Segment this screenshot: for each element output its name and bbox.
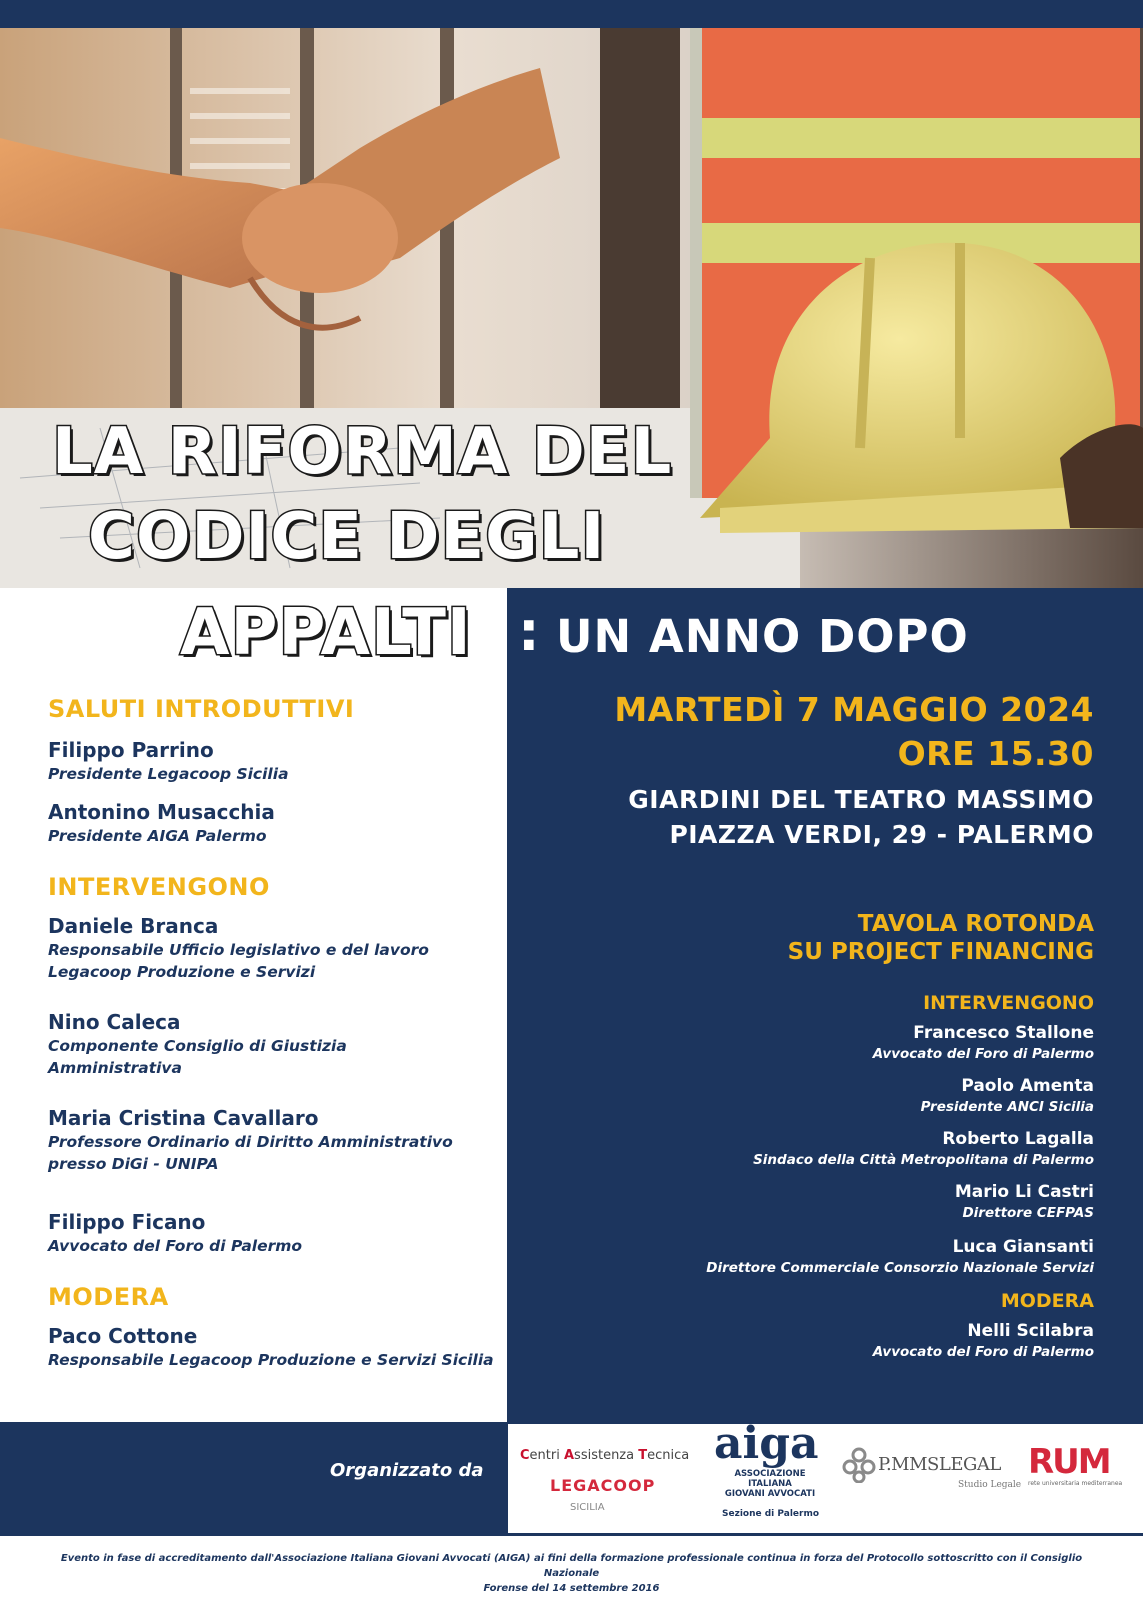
speaker-role: Direttore Commerciale Consorzio Nazionale Servizi (706, 1260, 1094, 1276)
round-table-title: TAVOLA ROTONDA (857, 911, 1094, 937)
top-bar (0, 0, 1143, 28)
speaker-name: Filippo Parrino (48, 738, 214, 762)
speaker-name: Roberto Lagalla (942, 1129, 1094, 1149)
speaker-entry (48, 737, 498, 785)
sponsor-logos (508, 1418, 1143, 1533)
legacoop-logo: LEGACOOP (550, 1476, 656, 1495)
speaker-name: Daniele Branca (48, 914, 219, 938)
speaker-role: Professore Ordinario di Diritto Amministrativo (48, 1133, 453, 1151)
title-colon: : (518, 600, 540, 663)
speaker-role: presso DiGi - UNIPA (48, 1155, 219, 1173)
speaker-name: Luca Giansanti (952, 1237, 1094, 1257)
moderator-role: Responsabile Legacoop Produzione e Servizi Sicilia (48, 1351, 494, 1369)
speaker-role: Presidente Legacoop Sicilia (48, 765, 289, 783)
accreditation-note: Evento in fase di accreditamento dall'Associazione Italiana Giovani Avvocati (AIGA) ai fini della formazione professionale continua in forza del Protocollo sottoscritto con il Consiglio Nazionale Forense del 14 settembre 2016 (60, 1553, 1083, 1594)
moderator-name: Paco Cottone (48, 1324, 198, 1348)
speaker-entry (48, 1209, 498, 1257)
speaker-entry (48, 913, 498, 983)
speaker-role: Componente Consiglio di Giustizia (48, 1037, 347, 1055)
speaker-role: Avvocato del Foro di Palermo (48, 1237, 303, 1255)
round-table-subtitle: SU PROJECT FINANCING (787, 939, 1094, 965)
rum-subtitle: rete universitaria mediterranea (1028, 1480, 1123, 1487)
speaker-role: Direttore CEFPAS (962, 1205, 1094, 1221)
speaker-role: Sindaco della Città Metropolitana di Palermo (753, 1152, 1094, 1168)
pmms-legal-logo: P.MMSLEGAL (878, 1454, 1001, 1475)
modera-heading: MODERA (48, 1283, 169, 1311)
title-line-3: APPALTI (180, 596, 472, 670)
speaker-role: Presidente AIGA Palermo (48, 827, 267, 845)
moderator-entry (48, 1323, 498, 1371)
pmms-legal-subtitle: Studio Legale (958, 1480, 1022, 1490)
speaker-entry (534, 1236, 1094, 1278)
legacoop-region: SICILIA (570, 1502, 605, 1513)
program-left (48, 695, 498, 1371)
aiga-section: Sezione di Palermo (722, 1509, 820, 1519)
rum-logo: RUM (1028, 1442, 1110, 1482)
speaker-role: Legacoop Produzione e Servizi (48, 963, 316, 981)
speaker-name: Paolo Amenta (961, 1076, 1094, 1096)
moderator-role: Avvocato del Foro di Palermo (872, 1344, 1094, 1360)
intervengono-heading: INTERVENGONO (923, 992, 1094, 1014)
subtitle: UN ANNO DOPO (556, 610, 969, 663)
speaker-entry (534, 1181, 1094, 1223)
aiga-subtitle: ASSOCIAZIONE ITALIANA GIOVANI AVVOCATI (724, 1469, 816, 1499)
speaker-name: Maria Cristina Cavallaro (48, 1106, 319, 1130)
pmms-flower-icon (842, 1447, 876, 1483)
speaker-role: Avvocato del Foro di Palermo (872, 1046, 1094, 1062)
speaker-role: Responsabile Ufficio legislativo e del lavoro (48, 941, 429, 959)
event-date: MARTEDÌ 7 MAGGIO 2024 (614, 690, 1094, 729)
event-venue: GIARDINI DEL TEATRO MASSIMO (628, 785, 1094, 814)
speaker-entry (48, 1105, 498, 1175)
moderator-entry (534, 1320, 1094, 1362)
speaker-name: Mario Li Castri (954, 1182, 1094, 1202)
speaker-name: Filippo Ficano (48, 1210, 206, 1234)
speaker-entry (534, 1128, 1094, 1170)
intervengono-heading: INTERVENGONO (48, 873, 270, 901)
speaker-entry (534, 1022, 1094, 1064)
event-time: ORE 15.30 (897, 734, 1094, 773)
program-right (534, 688, 1094, 1362)
saluti-heading: SALUTI INTRODUTTIVI (48, 695, 355, 723)
title-line-2: CODICE DEGLI (88, 500, 606, 574)
speaker-name: Antonino Musacchia (48, 800, 275, 824)
modera-heading: MODERA (1000, 1290, 1094, 1312)
speaker-entry (48, 799, 498, 847)
event-address: PIAZZA VERDI, 29 - PALERMO (669, 820, 1094, 849)
aiga-logo: aiga (714, 1418, 819, 1469)
speaker-name: Nino Caleca (48, 1010, 181, 1034)
moderator-name: Nelli Scilabra (967, 1321, 1094, 1341)
organized-by-label: Organizzato da (330, 1460, 484, 1481)
cat-logo-text: Centri Assistenza Tecnica (520, 1448, 690, 1463)
speaker-role: Presidente ANCI Sicilia (920, 1099, 1094, 1115)
speaker-role: Amministrativa (48, 1059, 182, 1077)
title-line-1: LA RIFORMA DEL (52, 415, 673, 489)
speaker-entry (48, 1009, 498, 1079)
speaker-name: Francesco Stallone (913, 1023, 1094, 1043)
speaker-entry (534, 1075, 1094, 1117)
